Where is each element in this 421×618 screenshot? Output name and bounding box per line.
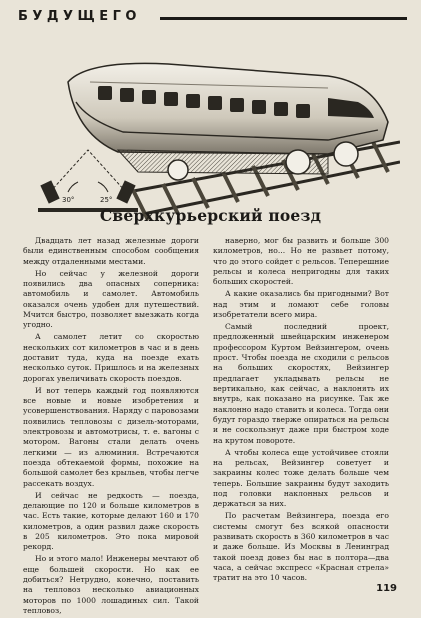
right-paragraph-5: По расчетам Вейзингера, поезда его системы смогут без всякой опасности развивать скорость в 360 километров в час и даже больше. Из Москвы в Ленинград такой поезд довез бы нас в полтора—два часа, а сейчас экспресс «Красная стрела» тратит на это 10 часов.: [213, 511, 389, 583]
right-paragraph-4: А чтобы колеса еще устойчивее стояли на рельсах, Вейзингер советует и закраины колес тоже делать больше чем теперь. Большие закраины будут заходить под головки наклонных рельсов и держаться за них.: [213, 447, 389, 509]
left-paragraph-1: Двадцать лет назад железные дороги были единственным способом сообщения между отдаленными местами.: [23, 236, 199, 266]
section-header: БУДУЩЕГО: [18, 9, 141, 24]
right-paragraph-3: Самый последний проект, предложенный швейцарским инженером профессором Куртом Вейзингером, очень прост. Чтобы поезда не сходили с рельсов на больших скоростях, Вейзингер предлагает укладывать рельсы не вертикально, как сейчас, а наклонять их внутрь, как показано на рисунке. Так же наклонно надо ставить и колеса. Тогда они будут гораздо тверже опираться на рельсы и не соскользнут даже при быстром ходе на крутом повороте.: [213, 321, 389, 445]
angle-left-label: 30°: [62, 196, 75, 204]
left-column: [23, 236, 199, 618]
angle-right-label: 25°: [100, 196, 113, 204]
article-title: Сверхкурьерский поезд: [99, 206, 322, 225]
train-car: [68, 63, 388, 180]
inclined-rail-diagram: [38, 150, 138, 210]
left-paragraph-3: А самолет летит со скоростью нескольких сот километров в час и в день доставит туда, куда на поезде ехать несколько суток. Пришлось и на железных дорогах увеличивать скорость поездов.: [23, 332, 199, 383]
right-paragraph-2: А какие оказались бы пригодными? Вот над этим и ломают себе головы изобретатели всего мира.: [213, 289, 389, 319]
left-paragraph-6: Но и этого мало! Инженеры мечтают об еще большей скорости. Но как ее добиться? Нетрудно, конечно, поставить на тепловоз несколько авиационных моторов по 1000 лошадиных сил. Такой тепловоз,: [23, 554, 199, 615]
left-paragraph-4: И вот теперь каждый год появляются все новые и новые изобретения и усовершенствования. Наряду с паровозами появились тепловозы с дизель-моторами, электровозы и автомотрисы, т. е. вагоны с мотором. Вагоны стали делать очень легкими — из алюминия. Встречаются поезда обтекаемой формы, похожие на большой самолет без крыльев, чтобы легче рассекать воздух.: [23, 385, 199, 488]
header-rule: [160, 17, 407, 20]
page-number: 119: [376, 583, 397, 594]
right-paragraph-1: наверно, мог бы развить и больше 300 километров, но... Но не развьет потому, что до этого сойдет с рельсов. Теперешние рельсы и колеса непригодны для таких больших скоростей.: [213, 236, 389, 287]
left-paragraph-2: Но сейчас у железной дороги появились два опасных соперника: автомобиль и самолет. Автомобиль оказался очень удобен для путешествий. Мчится быстро, позволяет выезжать когда угодно.: [23, 268, 199, 330]
left-paragraph-5: И сейчас не редкость — поезда, делающие по 120 и больше километров в час. Есть такие, которые делают 160 и 170 километров, а один развил даже скорость в 205 километров. Это пока мировой рекорд.: [23, 490, 199, 552]
right-column: [213, 236, 389, 585]
